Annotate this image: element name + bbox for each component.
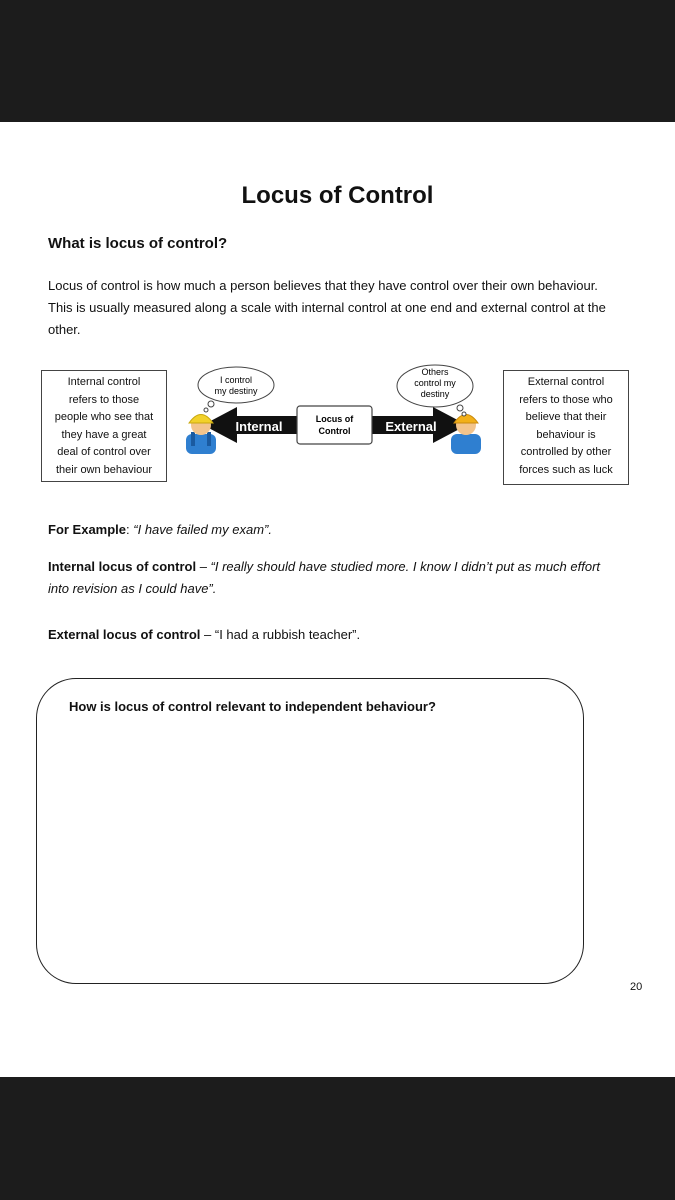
internal-box-line: they have a great	[61, 428, 147, 441]
external-box-line: behaviour is	[536, 428, 596, 441]
internal-thought-bubble	[198, 367, 274, 412]
external-box-line: refers to those who	[519, 393, 613, 406]
intro-line-1: Locus of control is how much a person believes that they have control over their own behaviour.	[48, 278, 598, 293]
external-text: – “I had a rubbish teacher”.	[200, 627, 361, 642]
external-box-line: External control	[527, 376, 605, 388]
external-box-line: believe that their	[525, 411, 607, 423]
internal-bubble-line-2: my destiny	[214, 386, 258, 396]
external-bubble-line-1: Others	[421, 367, 449, 377]
external-box-line: controlled by other	[520, 446, 612, 458]
internal-control-box	[41, 370, 167, 482]
answer-box-question: How is locus of control relevant to independent behaviour?	[69, 699, 436, 714]
center-label-line-1: Locus of	[315, 414, 354, 424]
internal-bubble-line-1: I control	[219, 375, 253, 385]
internal-box-line: people who see that	[54, 411, 154, 423]
answer-box[interactable]	[36, 678, 584, 984]
internal-label: Internal locus of control	[48, 559, 197, 574]
internal-example	[48, 556, 648, 600]
external-bubble-line-3: destiny	[420, 389, 450, 399]
internal-box-line: Internal control	[67, 376, 141, 388]
intro-line-2: This is usually measured along a scale with internal control at one end and external control at the	[48, 300, 606, 315]
external-label: External locus of control	[48, 627, 201, 642]
example-line: For Example: “I have failed my exam”.	[48, 522, 272, 537]
internal-box-line: refers to those	[68, 393, 140, 406]
center-box	[297, 406, 372, 444]
external-box-line: forces such as luck	[519, 463, 613, 476]
example-label: For Example	[48, 522, 127, 537]
internal-person-icon	[186, 415, 216, 455]
internal-quote-line-2: into revision as I could have”.	[48, 581, 217, 596]
external-control-box	[503, 370, 629, 485]
page-title: Locus of Control	[241, 182, 434, 209]
document-page	[0, 122, 675, 1077]
internal-arrow-label: Internal	[235, 419, 283, 434]
external-arrow-label: External	[385, 419, 437, 434]
locus-diagram	[175, 362, 495, 462]
center-label-line-2: Control	[318, 426, 351, 436]
section-heading: What is locus of control?	[48, 235, 228, 252]
internal-quote-line-1: “I really should have studied more. I know I didn’t put as much effort	[210, 559, 601, 574]
internal-box-line: their own behaviour	[55, 463, 152, 476]
external-bubble-line-2: control my	[414, 378, 456, 388]
intro-paragraph	[48, 275, 648, 341]
internal-box-line: deal of control over	[57, 446, 151, 458]
internal-dash: –	[196, 559, 211, 574]
page-number: 20	[630, 981, 643, 993]
external-example	[48, 624, 648, 646]
example-text: “I have failed my exam”.	[133, 522, 272, 537]
intro-line-3: other.	[48, 322, 81, 337]
external-person-icon	[451, 415, 481, 455]
